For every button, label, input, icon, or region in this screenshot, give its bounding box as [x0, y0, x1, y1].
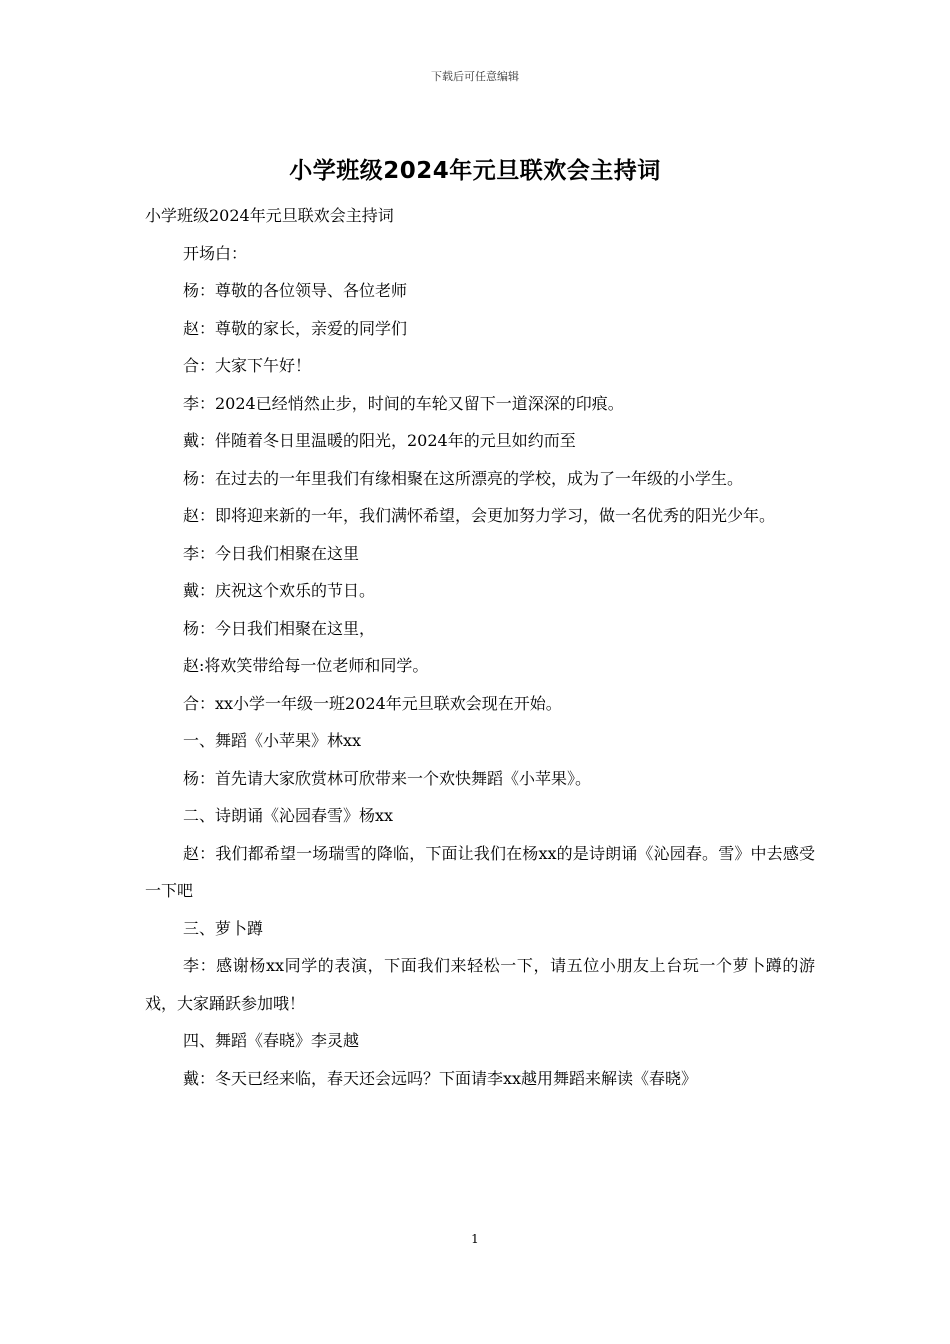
paragraph: 赵：即将迎来新的一年，我们满怀希望，会更加努力学习，做一名优秀的阳光少年。 — [183, 506, 776, 525]
paragraph: 合：xx小学一年级一班2024年元旦联欢会现在开始。 — [183, 693, 562, 713]
header-note: 下载后可任意编辑 — [431, 70, 519, 83]
paragraph: 李：今日我们相聚在这里 — [183, 543, 360, 563]
paragraph: 戴：庆祝这个欢乐的节日。 — [183, 581, 376, 600]
paragraph: 四、舞蹈《春晓》李灵越 — [183, 1031, 360, 1050]
paragraph: 三、萝卜蹲 — [183, 918, 264, 938]
paragraph: 赵：尊敬的家长，亲爱的同学们 — [183, 318, 408, 338]
paragraph: 开场白： — [183, 243, 248, 263]
paragraph: 赵:将欢笑带给每一位老师和同学。 — [183, 656, 429, 675]
paragraph: 小学班级2024年元旦联欢会主持词 — [145, 206, 394, 225]
paragraph: 二、诗朗诵《沁园春雪》杨xx — [183, 806, 394, 825]
paragraph: 赵：我们都希望一场瑞雪的降临，下面让我们在杨xx的是诗朗诵《沁园春。雪》中去感受一下吧 — [145, 843, 815, 900]
paragraph: 杨：首先请大家欣赏林可欣带来一个欢快舞蹈《小苹果》。 — [183, 768, 592, 788]
paragraph: 杨：在过去的一年里我们有缘相聚在这所漂亮的学校，成为了一年级的小学生。 — [183, 468, 744, 488]
paragraph: 杨：今日我们相聚在这里， — [183, 618, 376, 638]
document-title: 小学班级2024年元旦联欢会主持词 — [289, 158, 661, 184]
paragraph: 杨：尊敬的各位领导、各位老师 — [183, 281, 408, 300]
paragraph: 李：2024已经悄然止步，时间的车轮又留下一道深深的印痕。 — [183, 393, 624, 413]
paragraph: 合：大家下午好！ — [183, 356, 312, 375]
paragraph: 李：感谢杨xx同学的表演，下面我们来轻松一下，请五位小朋友上台玩一个萝卜蹲的游戏，大家踊跃参加哦！ — [145, 956, 815, 1013]
paragraph: 一、舞蹈《小苹果》林xx — [183, 731, 362, 750]
paragraph: 戴：冬天已经来临，春天还会远吗？下面请李xx越用舞蹈来解读《春晓》 — [183, 1068, 698, 1088]
page-number: 1 — [471, 1232, 479, 1246]
document-body — [145, 197, 815, 1097]
paragraph: 戴：伴随着冬日里温暖的阳光，2024年的元旦如约而至 — [183, 431, 576, 450]
